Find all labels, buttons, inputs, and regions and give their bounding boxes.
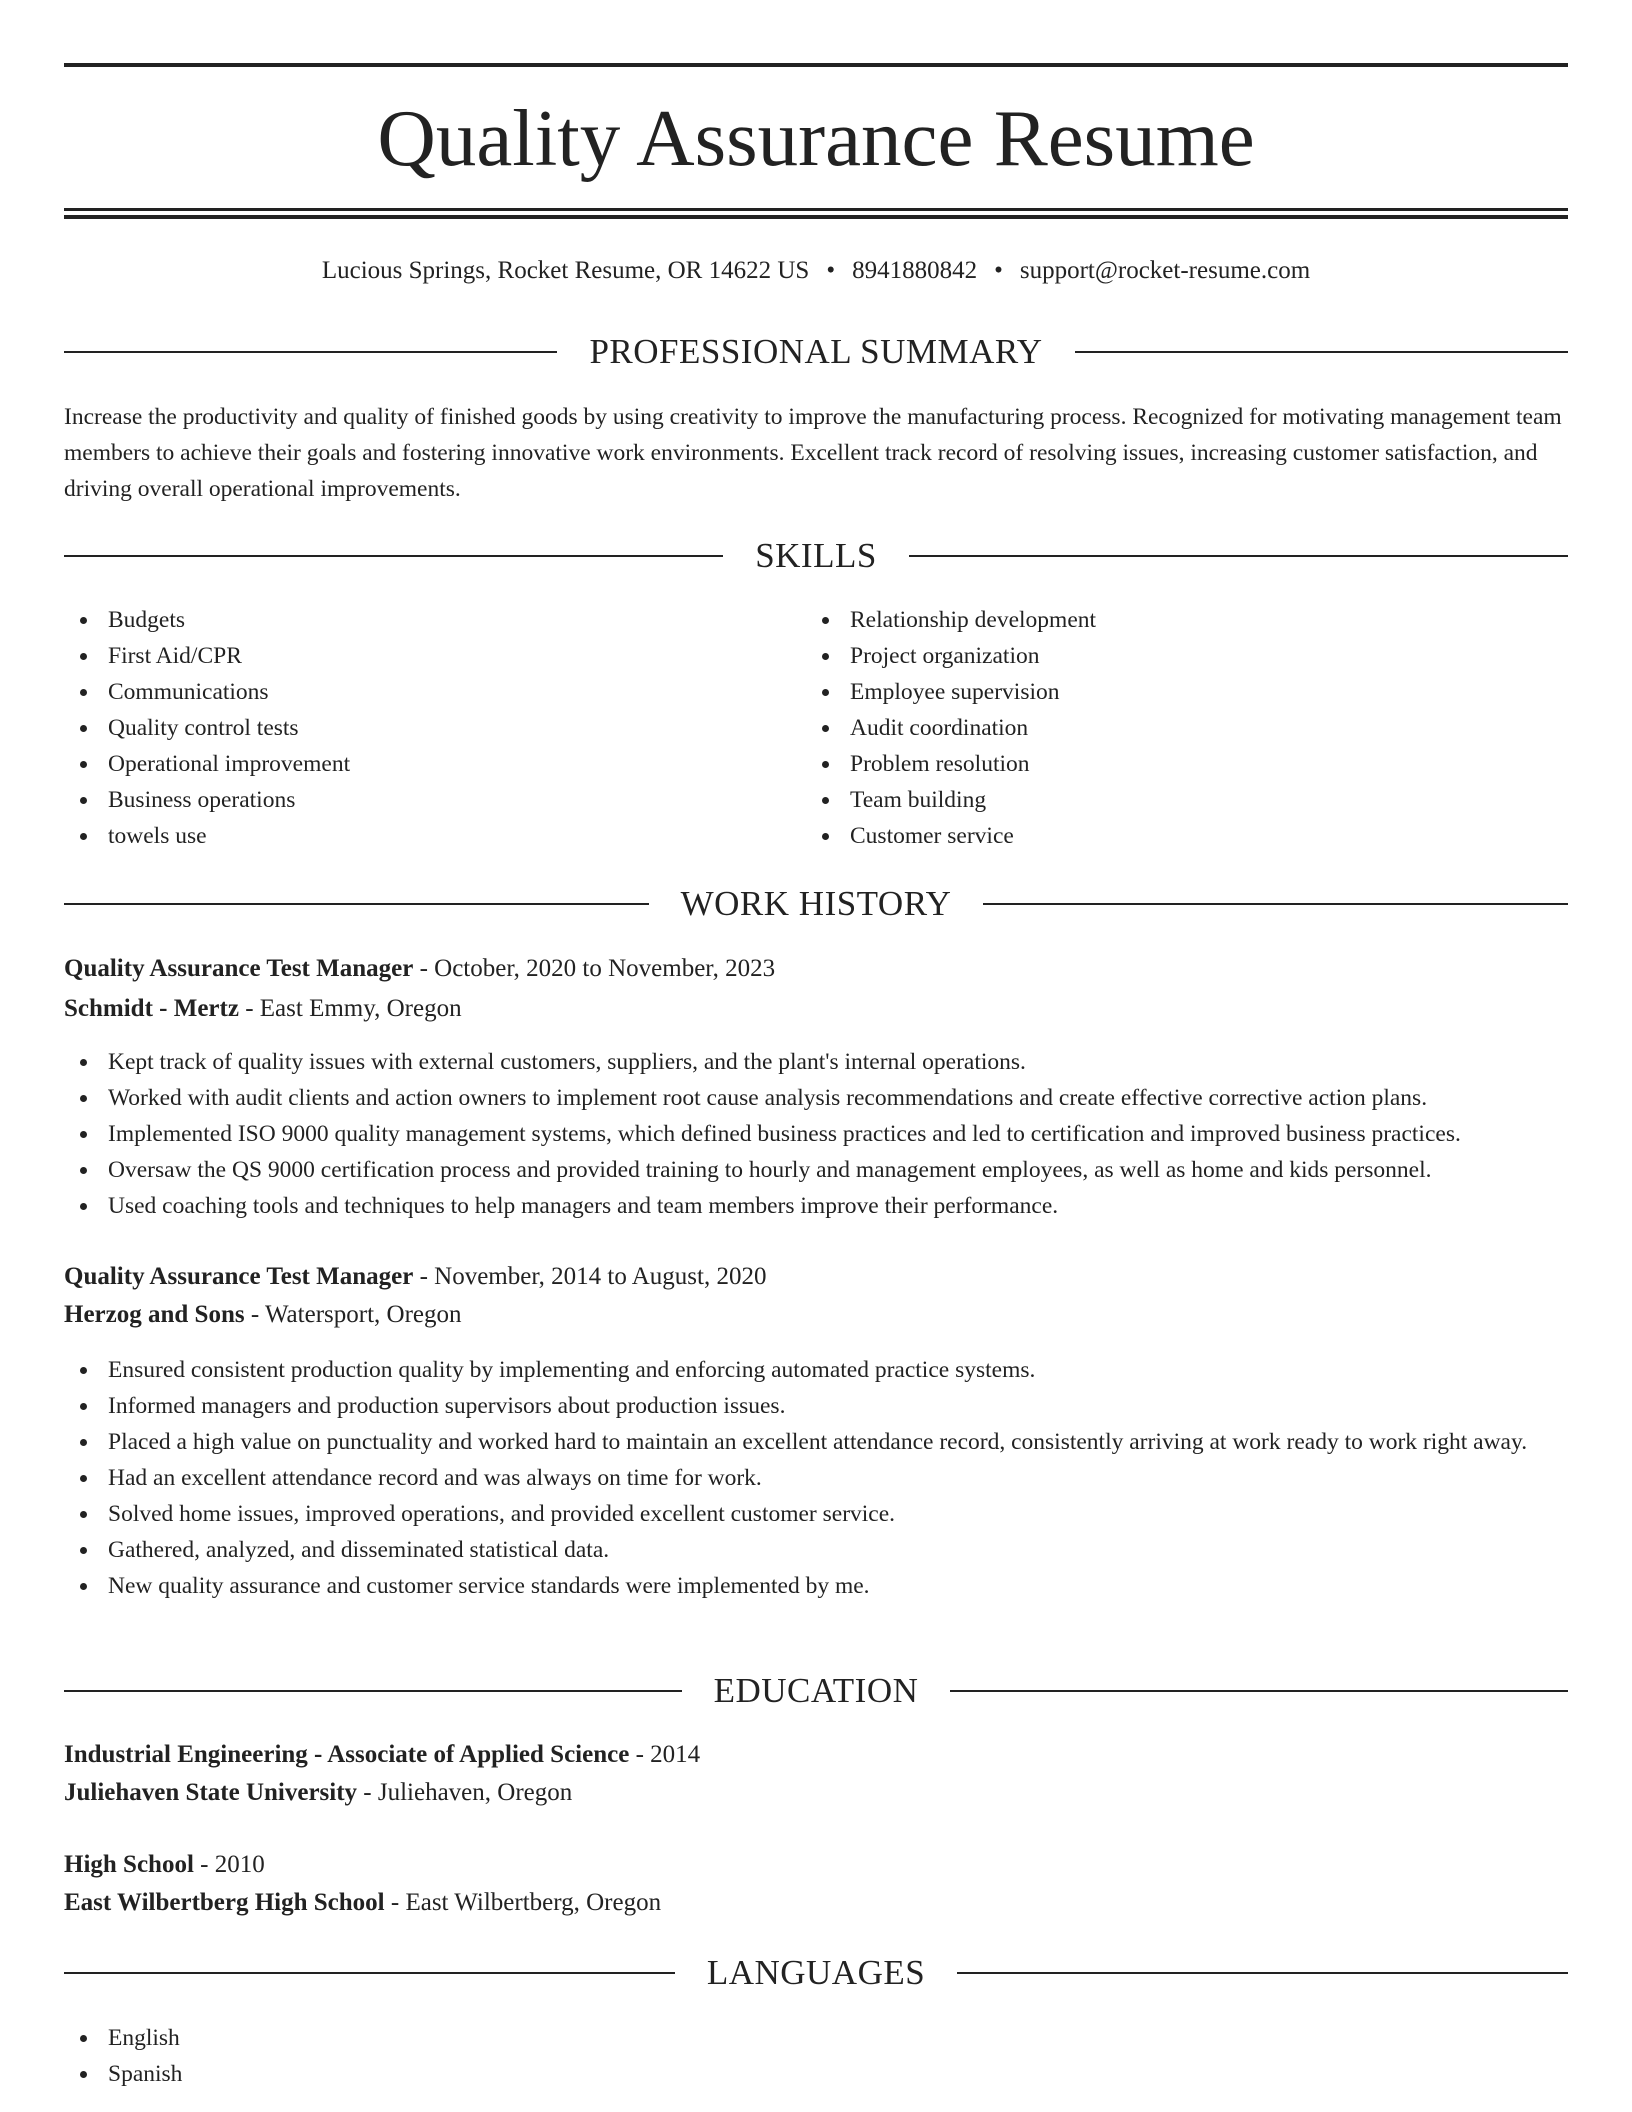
job-title-line bbox=[64, 950, 1568, 988]
education-year: - 2010 bbox=[193, 1851, 265, 1878]
education-degree-line bbox=[64, 1736, 1568, 1774]
job-dates: - October, 2020 to November, 2023 bbox=[413, 955, 776, 982]
education-school-line bbox=[64, 1774, 1568, 1812]
education-degree: Industrial Engineering - Associate of Applied Science bbox=[64, 1741, 630, 1768]
job-dates: - November, 2014 to August, 2020 bbox=[413, 1263, 767, 1290]
contact-separator: • bbox=[826, 257, 836, 284]
skill-item: Operational improvement bbox=[64, 746, 804, 782]
job-company-line bbox=[64, 990, 1568, 1028]
heading-rule bbox=[64, 1972, 675, 1974]
job-company: Herzog and Sons bbox=[64, 1301, 245, 1328]
job-company: Schmidt - Mertz bbox=[64, 995, 239, 1022]
heading-rule bbox=[1075, 351, 1568, 353]
top-rule bbox=[64, 63, 1568, 67]
contact-line bbox=[64, 255, 1568, 287]
education-school-line bbox=[64, 1884, 1568, 1922]
job-bullet: Gathered, analyzed, and disseminated statistical data. bbox=[64, 1532, 1568, 1568]
education-year: - 2014 bbox=[629, 1741, 701, 1768]
job-bullet: Kept track of quality issues with external customers, suppliers, and the plant's internal operations. bbox=[64, 1044, 1568, 1080]
heading-rule bbox=[64, 1690, 682, 1692]
skill-item: First Aid/CPR bbox=[64, 638, 804, 674]
skill-item: Customer service bbox=[806, 818, 1546, 854]
job-bullets bbox=[64, 1044, 1568, 1224]
heading-rule bbox=[64, 903, 649, 905]
education-location: - Juliehaven, Oregon bbox=[357, 1779, 573, 1806]
summary-text: Increase the productivity and quality of finished goods by using creativity to improve the manufacturing process. Recognized for motivating management team members to achieve their goals and fostering innovative work environments. Excellent track record of resolving issues, increasing customer satisfaction, and driving overall operational improvements. bbox=[64, 404, 1562, 502]
section-title: WORK HISTORY bbox=[680, 884, 952, 923]
title-double-rule bbox=[64, 208, 1568, 219]
contact-separator: • bbox=[994, 257, 1003, 284]
skill-item: Communications bbox=[64, 674, 804, 710]
education-location: - East Wilbertberg, Oregon bbox=[384, 1889, 662, 1916]
job-bullet: Ensured consistent production quality by implementing and enforcing automated practice systems. bbox=[64, 1352, 1568, 1388]
job-title: Quality Assurance Test Manager bbox=[64, 1263, 414, 1290]
education-degree: High School bbox=[64, 1851, 194, 1878]
section-title: SKILLS bbox=[755, 536, 877, 575]
job-bullet: Placed a high value on punctuality and worked hard to maintain an excellent attendance record, consistently arriving at work ready to work right away. bbox=[64, 1424, 1568, 1460]
skill-item: Business operations bbox=[64, 782, 804, 818]
education-school: Juliehaven State University bbox=[64, 1779, 358, 1806]
job-bullet: Worked with audit clients and action owners to implement root cause analysis recommendations and create effective corrective action plans. bbox=[64, 1080, 1568, 1116]
skill-item: towels use bbox=[64, 818, 804, 854]
section-heading-summary bbox=[64, 332, 1568, 372]
languages-list bbox=[64, 2020, 804, 2092]
job-location: - Watersport, Oregon bbox=[244, 1301, 462, 1328]
heading-rule bbox=[983, 903, 1568, 905]
language-item: English bbox=[64, 2020, 804, 2056]
job-bullet: Had an excellent attendance record and was always on time for work. bbox=[64, 1460, 1568, 1496]
section-heading-skills bbox=[64, 536, 1568, 576]
contact-email: support@rocket-resume.com bbox=[1019, 257, 1311, 284]
skill-item: Employee supervision bbox=[806, 674, 1546, 710]
job-bullet: Informed managers and production supervisors about production issues. bbox=[64, 1388, 1568, 1424]
job-bullet: Implemented ISO 9000 quality management systems, which defined business practices and led to certification and improved business practices. bbox=[64, 1116, 1568, 1152]
section-title: LANGUAGES bbox=[706, 1953, 926, 1992]
section-title: EDUCATION bbox=[713, 1671, 919, 1710]
job-bullet: Used coaching tools and techniques to help managers and team members improve their performance. bbox=[64, 1188, 1568, 1224]
job-title-line bbox=[64, 1258, 1568, 1296]
skill-item: Problem resolution bbox=[806, 746, 1546, 782]
contact-address: Lucious Springs, Rocket Resume, OR 14622 US bbox=[321, 257, 810, 284]
heading-rule bbox=[957, 1972, 1568, 1974]
skills-list-right bbox=[806, 602, 1546, 854]
section-heading-languages bbox=[64, 1953, 1568, 1993]
job-company-line bbox=[64, 1296, 1568, 1334]
skill-item: Budgets bbox=[64, 602, 804, 638]
heading-rule bbox=[64, 555, 723, 557]
job-bullet: New quality assurance and customer service standards were implemented by me. bbox=[64, 1568, 1568, 1604]
page-title: Quality Assurance Resume bbox=[377, 93, 1255, 183]
job-bullet: Oversaw the QS 9000 certification process and provided training to hourly and management employees, as well as home and kids personnel. bbox=[64, 1152, 1568, 1188]
section-heading-work-history bbox=[64, 884, 1568, 924]
section-title: PROFESSIONAL SUMMARY bbox=[589, 332, 1043, 371]
education-degree-line bbox=[64, 1846, 1568, 1884]
education-school: East Wilbertberg High School bbox=[64, 1889, 385, 1916]
job-location: - East Emmy, Oregon bbox=[238, 995, 462, 1022]
skills-list-left bbox=[64, 602, 804, 854]
contact-phone: 8941880842 bbox=[852, 257, 978, 284]
language-item: Spanish bbox=[64, 2056, 804, 2092]
skill-item: Quality control tests bbox=[64, 710, 804, 746]
job-bullets bbox=[64, 1352, 1568, 1604]
heading-rule bbox=[950, 1690, 1568, 1692]
job-bullet: Solved home issues, improved operations, and provided excellent customer service. bbox=[64, 1496, 1568, 1532]
section-heading-education bbox=[64, 1671, 1568, 1711]
skill-item: Audit coordination bbox=[806, 710, 1546, 746]
heading-rule bbox=[909, 555, 1568, 557]
skill-item: Team building bbox=[806, 782, 1546, 818]
heading-rule bbox=[64, 351, 557, 353]
skill-item: Relationship development bbox=[806, 602, 1546, 638]
skill-item: Project organization bbox=[806, 638, 1546, 674]
job-title: Quality Assurance Test Manager bbox=[64, 955, 414, 982]
